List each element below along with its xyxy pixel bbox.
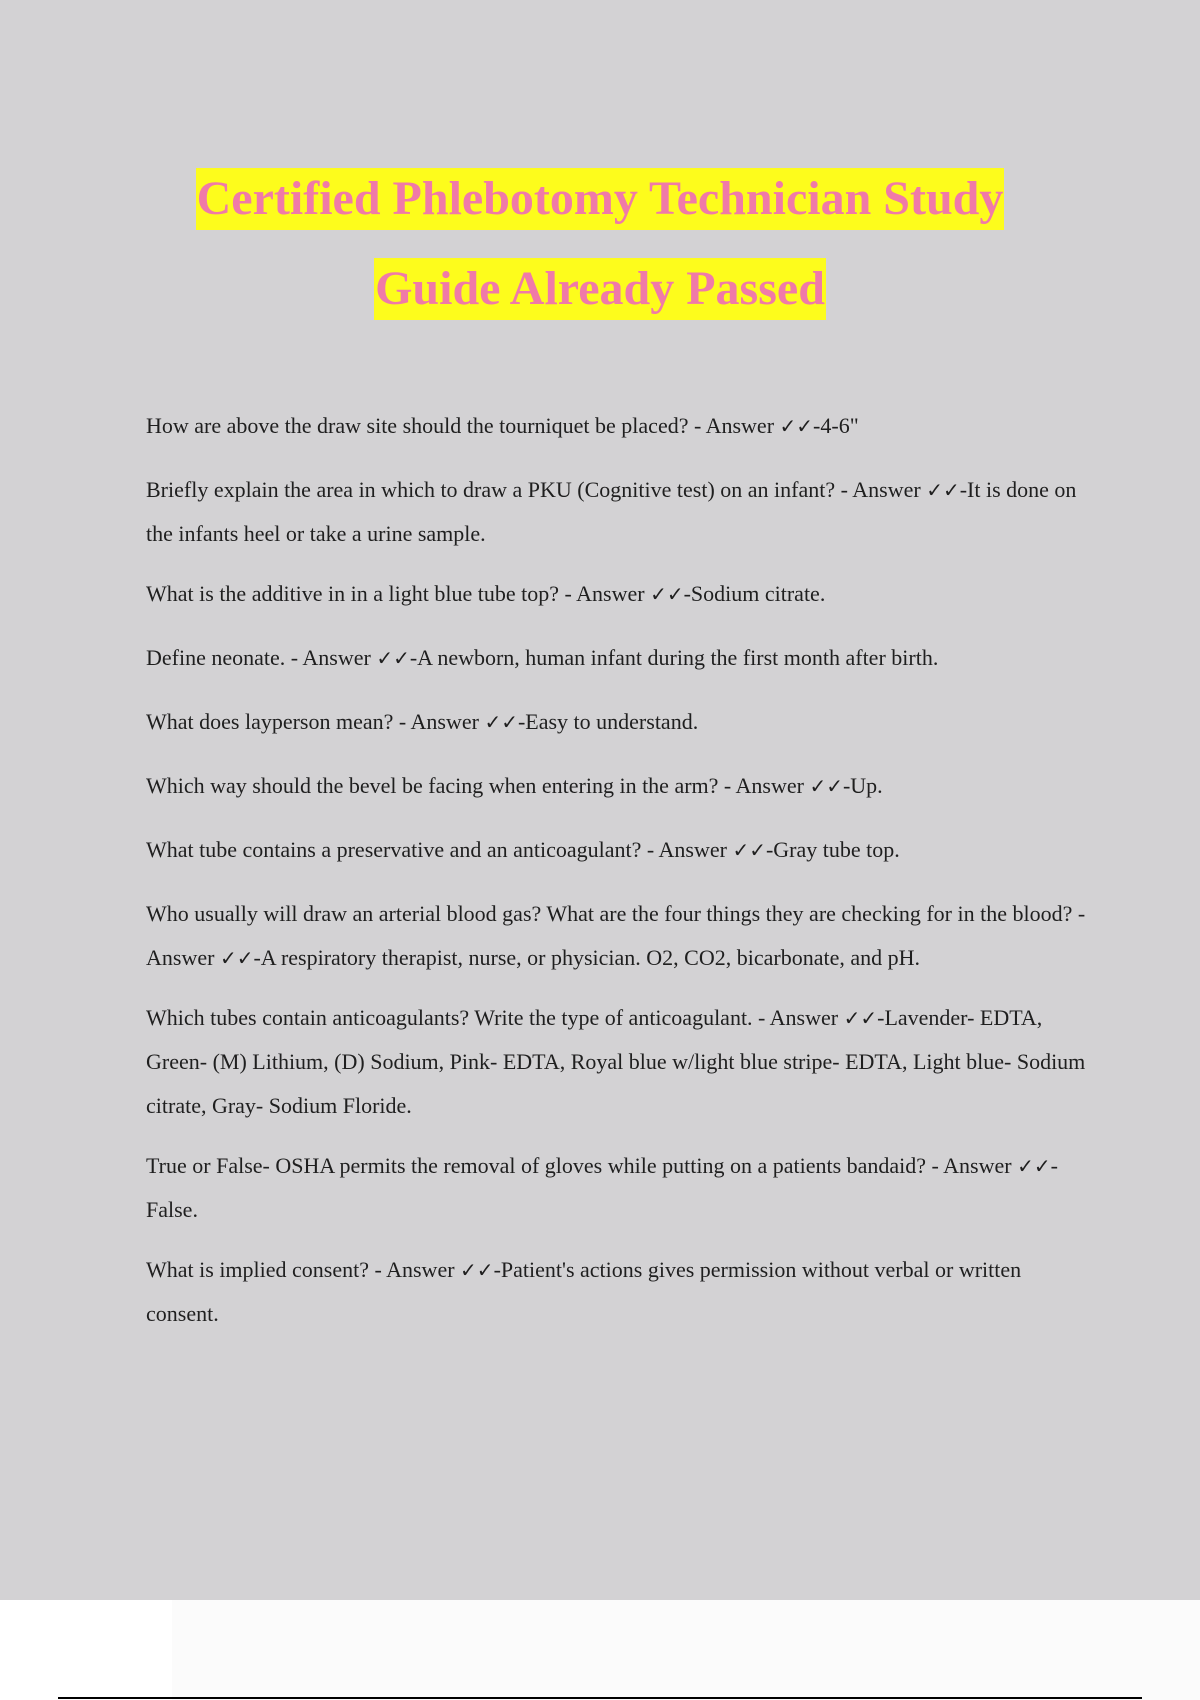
qa-item [146, 828, 1096, 872]
double-check-icon: ✓✓ [219, 946, 254, 970]
question-text: Which way should the bevel be facing when entering in the arm? - Answer [146, 773, 810, 798]
double-check-icon: ✓✓ [843, 1006, 878, 1030]
question-text: True or False- OSHA permits the removal of gloves while putting on a patients bandaid? - Answer [146, 1153, 1018, 1178]
double-check-icon: ✓✓ [732, 838, 766, 862]
qa-item [146, 636, 1096, 680]
answer-text: -Patient's actions gives permission without verbal or written consent. [146, 1257, 1022, 1326]
qa-item [146, 572, 1096, 616]
answer-text: -A newborn, human infant during the first month after birth. [409, 645, 939, 670]
qa-item [146, 468, 1096, 556]
qa-item [146, 700, 1096, 744]
qa-item [146, 404, 1096, 448]
qa-item [146, 1144, 1096, 1232]
answer-text: -Up. [842, 773, 883, 798]
double-check-icon: ✓✓ [650, 582, 684, 606]
answer-text: -Gray tube top. [765, 837, 900, 862]
title-line-1: Certified Phlebotomy Technician Study [196, 168, 1005, 230]
double-check-icon: ✓✓ [376, 646, 410, 670]
footer-divider [58, 1697, 1142, 1699]
qa-item [146, 892, 1096, 980]
title-line-2: Guide Already Passed [374, 258, 826, 320]
qa-item [146, 764, 1096, 808]
answer-text: -4-6" [813, 413, 859, 438]
double-check-icon: ✓✓ [926, 478, 960, 502]
question-text: What tube contains a preservative and an anticoagulant? - Answer [146, 837, 733, 862]
question-text: Which tubes contain anticoagulants? Write the type of anticoagulant. - Answer [146, 1005, 844, 1030]
qa-item [146, 996, 1096, 1128]
double-check-icon: ✓✓ [809, 774, 843, 798]
answer-text: -Easy to understand. [517, 709, 699, 734]
title-block [0, 168, 1200, 348]
double-check-icon: ✓✓ [484, 710, 518, 734]
question-text: What does layperson mean? - Answer [146, 709, 485, 734]
footer-strip [172, 1600, 1200, 1700]
double-check-icon: ✓✓ [779, 414, 814, 438]
question-text: Briefly explain the area in which to draw a PKU (Cognitive test) on an infant? - Answer [146, 477, 927, 502]
qa-item [146, 1248, 1096, 1336]
answer-text: -Lavender- EDTA, Green- (M) Lithium, (D) Sodium, Pink- EDTA, Royal blue w/light blue stripe- EDTA, Light blue- Sodium citrate, Gray- Sodium Floride. [146, 1005, 1086, 1118]
answer-text: -False. [146, 1153, 1058, 1222]
answer-text: -A respiratory therapist, nurse, or physician. O2, CO2, bicarbonate, and pH. [253, 945, 921, 970]
answer-text: -It is done on the infants heel or take a urine sample. [146, 477, 1077, 546]
question-text: What is the additive in in a light blue tube top? - Answer [146, 581, 651, 606]
qa-list [146, 404, 1096, 1352]
double-check-icon: ✓✓ [460, 1258, 494, 1282]
double-check-icon: ✓✓ [1017, 1154, 1051, 1178]
question-text: What is implied consent? - Answer [146, 1257, 461, 1282]
answer-text: -Sodium citrate. [683, 581, 826, 606]
question-text: How are above the draw site should the tourniquet be placed? - Answer [146, 413, 780, 438]
question-text: Define neonate. - Answer [146, 645, 377, 670]
question-text: Who usually will draw an arterial blood gas? What are the four things they are checking for in the blood? - Answer [146, 901, 1086, 970]
